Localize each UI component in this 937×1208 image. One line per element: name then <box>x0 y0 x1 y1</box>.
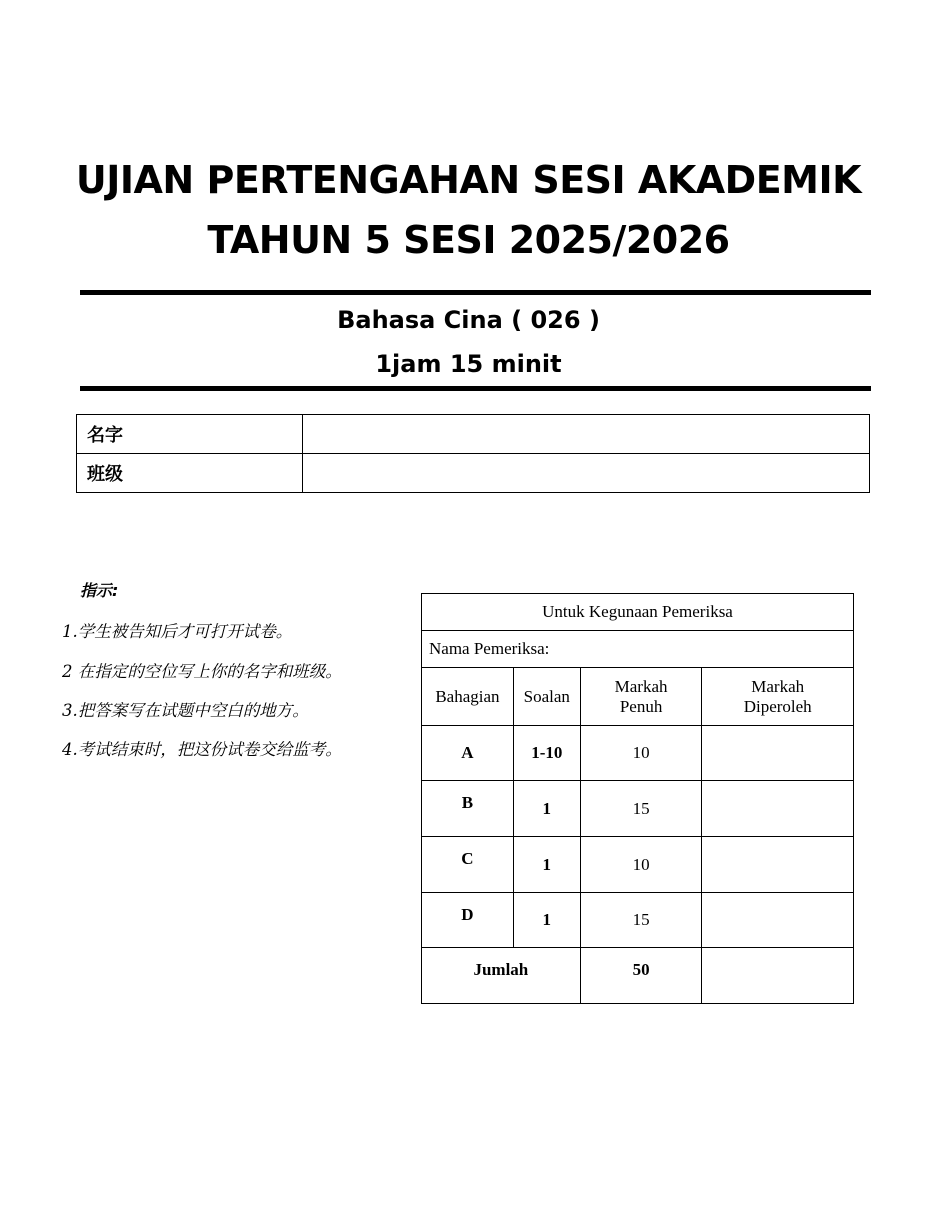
header-obtained-line2: Diperoleh <box>743 696 812 716</box>
header-obtained-line1: Markah <box>751 676 805 696</box>
instruction-item: 2 在指定的空位写上你的名字和班级。 <box>62 662 342 681</box>
header-section: Bahagian <box>422 668 514 726</box>
examiner-table-title: Untuk Kegunaan Pemeriksa <box>422 594 854 631</box>
header-obtained-marks <box>702 668 854 726</box>
obtained-marks-cell[interactable] <box>702 837 854 893</box>
question-cell: 1 <box>513 781 580 837</box>
examiner-table <box>421 593 854 1004</box>
exam-title-line1: UJIAN PERTENGAHAN SESI AKADEMIK <box>75 158 862 202</box>
table-row <box>422 726 854 781</box>
name-label: 名字 <box>77 415 303 454</box>
question-cell: 1 <box>513 837 580 893</box>
question-cell: 1 <box>513 893 580 948</box>
section-cell: B <box>422 781 514 837</box>
question-cell: 1-10 <box>513 726 580 781</box>
examiner-name-field[interactable]: Nama Pemeriksa: <box>422 631 854 668</box>
student-info-table <box>76 414 870 493</box>
table-row <box>422 781 854 837</box>
obtained-marks-cell[interactable] <box>702 893 854 948</box>
instruction-item: 1.学生被告知后才可打开试卷。 <box>62 622 293 641</box>
total-full-marks: 50 <box>580 948 702 1004</box>
instruction-item: 3.把答案写在试题中空白的地方。 <box>62 701 309 720</box>
class-field[interactable] <box>303 454 870 493</box>
header-full-marks <box>580 668 702 726</box>
class-row <box>77 454 870 493</box>
header-full-marks-line1: Markah <box>614 676 668 696</box>
total-obtained-cell[interactable] <box>702 948 854 1004</box>
total-label: Jumlah <box>422 948 581 1004</box>
instructions-title: 指示: <box>80 581 119 600</box>
total-row <box>422 948 854 1004</box>
header-row <box>422 668 854 726</box>
table-row <box>422 837 854 893</box>
class-label: 班级 <box>77 454 303 493</box>
section-cell: C <box>422 837 514 893</box>
section-cell: A <box>422 726 514 781</box>
header-question: Soalan <box>513 668 580 726</box>
divider-top <box>80 290 871 295</box>
table-row <box>422 893 854 948</box>
duration-label: 1jam 15 minit <box>375 350 562 378</box>
full-marks-cell: 10 <box>580 837 702 893</box>
name-row <box>77 415 870 454</box>
section-cell: D <box>422 893 514 948</box>
exam-title-line2: TAHUN 5 SESI 2025/2026 <box>207 218 730 262</box>
full-marks-cell: 15 <box>580 893 702 948</box>
obtained-marks-cell[interactable] <box>702 726 854 781</box>
instruction-item: 4.考试结束时，把这份试卷交给监考。 <box>62 740 342 759</box>
name-field[interactable] <box>303 415 870 454</box>
full-marks-cell: 10 <box>580 726 702 781</box>
divider-bottom <box>80 386 871 391</box>
header-full-marks-line2: Penuh <box>619 696 663 716</box>
subject-label: Bahasa Cina ( 026 ) <box>337 306 600 334</box>
obtained-marks-cell[interactable] <box>702 781 854 837</box>
full-marks-cell: 15 <box>580 781 702 837</box>
